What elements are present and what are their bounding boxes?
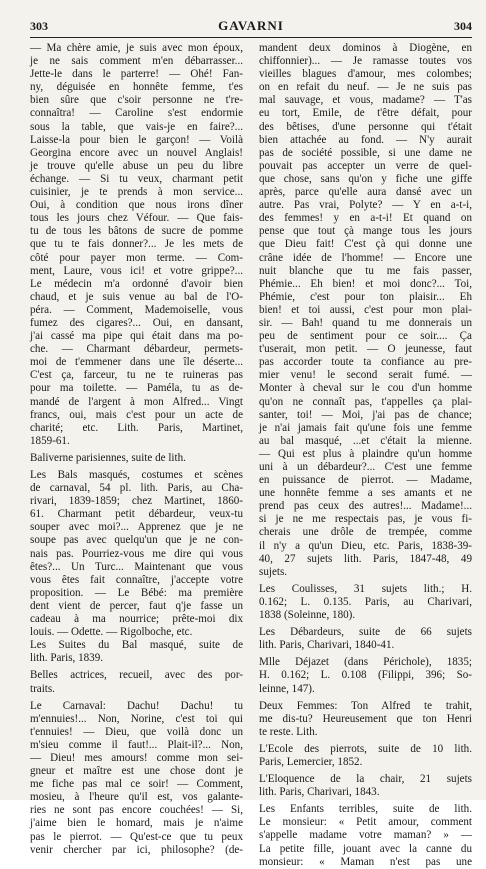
text-line: louis. — Odette. — Rigolboche, etc.	[30, 626, 193, 639]
text-line: Les Coulisses, 31 sujets lith.; H.	[259, 582, 472, 595]
text-line: mier venu! le second serait fumé. —	[259, 369, 472, 382]
text-line: 1859-61.	[30, 434, 70, 447]
text-line: m'sieu comme il faut!... Plait-il?... Non,	[30, 738, 243, 751]
text-line: pense que tout çà mange tous les jours	[259, 225, 472, 238]
text-line: je ne sais comment m'en débarrasser...	[30, 55, 243, 68]
text-line: on en refait du neuf. — Je ne suis pas	[259, 81, 472, 94]
text-line: pas de société possible, si une dame ne	[259, 146, 472, 159]
text-line: che. — Charmant débardeur, permets-	[30, 343, 243, 356]
text-line: t'ennuies! — Dieu, que voilà donc un	[30, 725, 243, 738]
page-number-right: 304	[453, 19, 472, 33]
text-line: soupe pas avec quelqu'un que je ne con-	[30, 534, 243, 547]
text-line: Le médecin m'a ordonné d'avoir bien	[30, 277, 243, 290]
text-line: ries ne sont pas encore couchées! — Si,	[30, 804, 243, 817]
text-line: une honnête femme a ses amants et ne	[259, 487, 472, 500]
text-line: me dis-tu? Heureusement que ton Henri	[259, 712, 472, 725]
text-line: nais pas. Pourriez-vous me dire qui vous	[30, 547, 243, 560]
running-title: GAVARNI	[218, 18, 284, 33]
text-line: francs, oui, mais c'est pour un acte de	[30, 408, 243, 421]
text-line: pour ma toilette. — Paméla, tu as de-	[30, 382, 243, 395]
text-line: de carnaval, 54 pl. lith. Paris, au Cha-	[30, 482, 243, 495]
text-line: rivari, 1839-1859; chez Martinet, 1860-	[30, 495, 243, 508]
text-line: êtes?... Un Turc... Maintenant que vous	[30, 560, 243, 573]
text-line: souper avec moi?... Apprenez que je ne	[30, 521, 243, 534]
text-line: chaud, et je suis venue au bal de l'O-	[30, 290, 243, 303]
text-line: C'est ça, farceur, tu ne te ruineras pas	[30, 369, 243, 382]
text-line: mandé de l'argent à mon Alfred... Vingt	[30, 395, 243, 408]
text-line: 40, 27 sujets lith. Paris, 1847-48, 49	[259, 552, 472, 565]
text-line: si je ne me respectais pas, je vous fi-	[259, 513, 472, 526]
text-line: pas accorder toute ta confiance au pre-	[259, 356, 472, 369]
text-line: Belles actrices, recueil, avec des por-	[30, 669, 243, 682]
text-line: Paris, Lemercier, 1852.	[259, 755, 363, 768]
text-line: ment, Laure, vous ici! et votre grippe?...	[30, 264, 243, 277]
text-line: H. 0.162; L. 0.108 (Filippi, 396; So-	[259, 669, 472, 682]
right-column	[259, 42, 472, 868]
text-line: en puissance de pierrot. — Madame,	[259, 474, 472, 487]
text-line: Baliverne parisiennes, suite de lith.	[30, 451, 186, 464]
text-line: me fiche pas mal ce soir! — Comment,	[30, 778, 243, 791]
text-line: — Dieu! mes amours! comme mon sei-	[30, 751, 243, 764]
text-line: monsieur: « Maman n'est pas une	[259, 855, 472, 868]
text-line: cadeau à ma nourrice; prête-moi dix	[30, 613, 243, 626]
text-line: pouvait pas accepter un verre de quel-	[259, 159, 472, 172]
text-line: L'Ecole des pierrots, suite de 10 lith.	[259, 742, 472, 755]
text-line: ny, déguisée en honnête femme, t'es	[30, 81, 243, 94]
text-line: bien! et toi aussi, c'est pour mon plai-	[259, 303, 472, 316]
text-line: que Dieu fait! C'est çà qui donne une	[259, 238, 472, 251]
text-line: santer, toi! — Moi, j'ai pas de chance;	[259, 408, 472, 421]
text-columns	[30, 42, 472, 868]
text-line: fumez des cigares?... Oui, en dansant,	[30, 316, 243, 329]
text-line: leinne, 147).	[259, 682, 315, 695]
text-line: 61. Charmant petit débardeur, veux-tu	[30, 508, 243, 521]
text-line: Georgina encore avec un nouvel Anglais!	[30, 146, 243, 159]
text-line: échange. — Si tu veux, charmant petit	[30, 172, 243, 185]
text-line: côté pour payer mon terme. — Com-	[30, 251, 243, 264]
text-line: mal sauvage, et vous, madame? — T'as	[259, 94, 472, 107]
text-line: La petite fille, jouant avec la canne du	[259, 842, 472, 855]
text-line: Les Suites du Bal masqué, suite de	[30, 639, 243, 652]
text-line: connaîtra! — Caroline s'est endormie	[30, 107, 243, 120]
text-line: crâne idée de l'homme! — Encore une	[259, 251, 472, 264]
text-line: lith. Paris, 1839.	[30, 652, 104, 665]
text-line: lith. Paris, Charivari, 1843.	[259, 786, 380, 799]
text-line: traits.	[30, 682, 55, 695]
text-line: je trouve qu'elle abuse un peu du libre	[30, 159, 243, 172]
text-line: cherais une drôle de trempée, comme	[259, 526, 472, 539]
text-line: sir. — Bah! quand tu me donnerais un	[259, 316, 472, 329]
text-line: pas le pierrot. — Qu'est-ce que tu peux	[30, 830, 243, 843]
text-line: chiffonnier)... — Je ramasse toutes vos	[259, 55, 472, 68]
text-line: Les Débardeurs, suite de 66 sujets	[259, 626, 472, 639]
text-line: eu tort, Emile, de t'être défait, pour	[259, 107, 472, 120]
text-line: tu de tous les bâtons de sucre de pomme	[30, 225, 243, 238]
text-line: t'userait, mon petit. — O jeunesse, faut	[259, 343, 472, 356]
text-line: moi de t'emmener dans une île déserte...	[30, 356, 243, 369]
text-line: après, parce qu'elle aura dansé avec un	[259, 186, 472, 199]
text-line: gneur et maître est une chose dont je	[30, 765, 243, 778]
text-line: des bêtises, d'une personne qui t'était	[259, 120, 472, 133]
text-line: L'Eloquence de la chair, 21 sujets	[259, 773, 472, 786]
text-line: venir chercher par ici, philosophe? (de-	[30, 843, 243, 856]
text-line: 0.162; L. 0.135. Paris, au Charivari,	[259, 595, 472, 608]
text-line: Les Bals masqués, costumes et scènes	[30, 469, 243, 481]
text-line: que chose, sans qu'on y fiche une giffe	[259, 172, 472, 185]
text-line: vieilles blagues d'amour, mes colombes;	[259, 68, 472, 81]
text-line: Le Carnaval: Dachu! Dachu! tu	[30, 699, 243, 712]
running-header	[30, 12, 472, 38]
text-line: s'appelle madame votre maman? » —	[259, 829, 472, 842]
text-line: nuit blanche que tu me fais passer,	[259, 264, 472, 277]
text-line: des femmes! y en a-t-i! Et quand on	[259, 212, 472, 225]
text-line: tous les jours chez Véfour. — Que fais-	[30, 212, 243, 225]
text-line: Jette-le dans le parterre! — Ohé! Fan-	[30, 68, 243, 81]
text-line: charité; etc. Lith. Paris, Martinet,	[30, 421, 243, 434]
text-line: Monter à cheval sur le cou d'un homme	[259, 382, 472, 395]
text-line: sous la table, que vais-je en faire?...	[30, 120, 243, 133]
text-line: te reste. Lith.	[259, 725, 318, 738]
text-line: Oui, à condition que nous irons dîner	[30, 199, 243, 212]
text-line: bien sûre que c'soir personne ne t're-	[30, 94, 243, 107]
text-line: lith. Paris, Charivari, 1840-41.	[259, 639, 395, 652]
left-column	[30, 42, 243, 856]
text-line: vous êtes fait connaître, j'accepte votre	[30, 573, 243, 586]
text-line: que tu te fais donner?... Je les mets de	[30, 238, 243, 251]
text-line: Phémie, c'est pour ton plaisir... Eh	[259, 290, 472, 303]
text-line: m'ennuies!... Non, Norine, c'est toi qui	[30, 712, 243, 725]
text-line: qu'on ne connaît pas, t'appelles ça plai-	[259, 395, 472, 408]
text-line: prend pas ceux des autres!... Madame!...	[259, 500, 472, 513]
text-line: sujets.	[259, 565, 288, 578]
text-line: proposition. — Le Bébé: ma première	[30, 586, 243, 599]
text-line: — Qui est plus à plaindre qu'un homme	[259, 447, 472, 460]
text-line: — Ma chère amie, je suis avec mon époux,	[30, 42, 243, 54]
text-line: peu de sentiment pour ce soir.... Ça	[259, 330, 472, 343]
text-line: Les Enfants terribles, suite de lith.	[259, 803, 472, 816]
text-line: mandent deux dominos à Diogène, en	[259, 42, 472, 54]
text-line: Phémie... Eh bien! et moi donc?... Toi,	[259, 277, 472, 290]
text-line: Mlle Déjazet (dans Périchole), 1835;	[259, 656, 472, 669]
text-line: autre. Pas vrai, Polyte? — Y en a-t-i,	[259, 199, 472, 212]
text-line: Deux Femmes: Ton Alfred te trahit,	[259, 699, 472, 712]
text-line: dent vient de percer, faut q'je fasse un	[30, 599, 243, 612]
text-line: bien attachée au fond. — N'y aurait	[259, 133, 472, 146]
text-line: au bal masqué, ...et c'était la mienne.	[259, 434, 472, 447]
page-number-left: 303	[30, 19, 48, 33]
text-line: 1838 (Soleinne, 180).	[259, 609, 356, 622]
text-line: cuisinier, je te prends à mon service...	[30, 186, 243, 199]
text-line: Le monsieur: « Petit amour, comment	[259, 816, 472, 829]
text-line: Laisse-la pour bien le garçon! — Voilà	[30, 133, 243, 146]
text-line: il n'y a qu'un Dieu, etc. Paris, 1838-39-	[259, 539, 472, 552]
text-line: je n'ai jamais fait qu'une fois une femme	[259, 421, 472, 434]
text-line: j'aime bien le homard, mais je n'aime	[30, 817, 243, 830]
text-line: uni à un débardeur?... C'est une femme	[259, 461, 472, 473]
text-line: mosieu, à l'heure qu'il est, vos galante-	[30, 791, 243, 804]
text-line: péra. — Comment, Mademoiselle, vous	[30, 303, 243, 316]
text-line: j'ai cassé ma pipe qui était dans ma po-	[30, 330, 243, 343]
